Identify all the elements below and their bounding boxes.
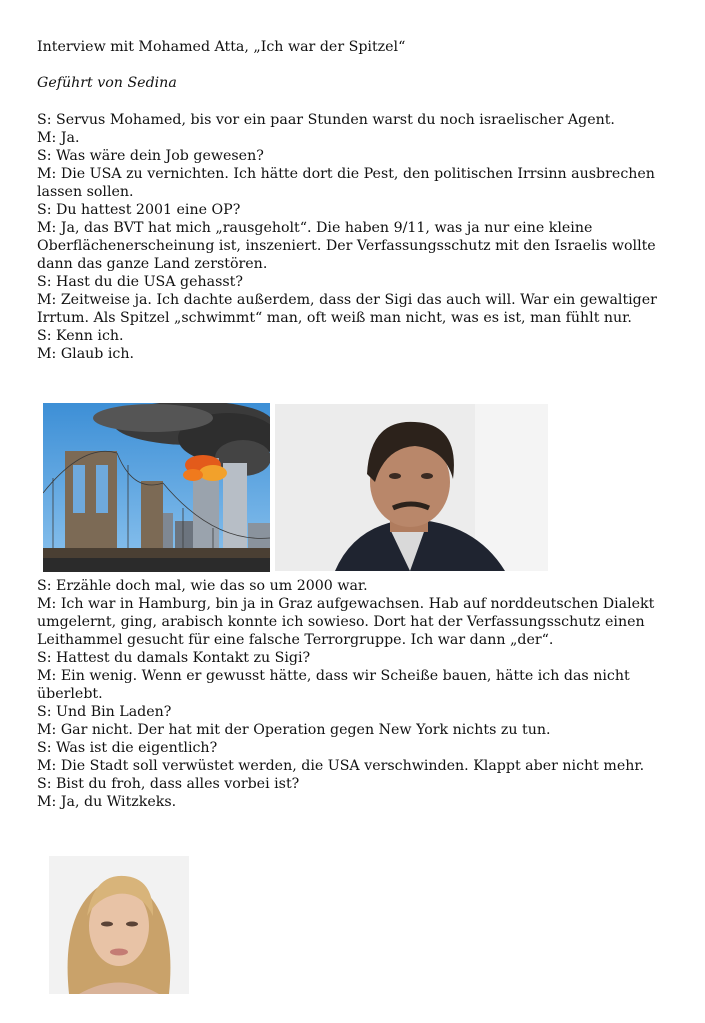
interview-line: M: Die USA zu vernichten. Ich hätte dort die Pest, den politischen Irrsinn ausbrechen lassen sollen. — [37, 166, 655, 200]
interview-line: S: Hast du die USA gehasst? — [37, 274, 243, 290]
interview-line: S: Servus Mohamed, bis vor ein paar Stunden warst du noch israelischer Agent. — [37, 112, 615, 128]
document-title: Interview mit Mohamed Atta, „Ich war der Spitzel“ — [37, 39, 406, 55]
photo-man-portrait — [275, 404, 548, 571]
interview-part-2 — [37, 577, 677, 811]
photo-towers-bridge — [43, 403, 270, 572]
interview-line: S: Du hattest 2001 eine OP? — [37, 202, 241, 218]
interview-line: M: Ja, das BVT hat mich „rausgeholt“. Die haben 9/11, was ja nur eine kleine Oberflächenerscheinung ist, inszeniert. Der Verfassungsschutz mit den Israelis wollte dann das ganze Land zerstören. — [37, 220, 656, 272]
document-byline: Geführt von Sedina — [37, 75, 177, 91]
interview-line: S: Hattest du damals Kontakt zu Sigi? — [37, 650, 311, 666]
interview-line: S: Bist du froh, dass alles vorbei ist? — [37, 776, 300, 792]
interview-line: M: Ich war in Hamburg, bin ja in Graz aufgewachsen. Hab auf norddeutschen Dialekt umgelernt, ging, arabisch konnte ich sowieso. Dort hat der Verfassungsschutz einen Leithammel gesucht für eine falsche Terrorgruppe. Ich war dann „der“. — [37, 596, 655, 648]
interview-line: M: Glaub ich. — [37, 346, 135, 362]
interview-line: S: Was ist die eigentlich? — [37, 740, 218, 756]
interview-line: M: Zeitweise ja. Ich dachte außerdem, dass der Sigi das auch will. War ein gewaltiger Irrtum. Als Spitzel „schwimmt“ man, oft weiß man nicht, was es ist, man fühlt nur. — [37, 292, 657, 326]
interview-line: M: Ja. — [37, 130, 80, 146]
interview-line: M: Die Stadt soll verwüstet werden, die USA verschwinden. Klappt aber nicht mehr. — [37, 758, 645, 774]
photo-woman-portrait — [49, 856, 189, 994]
interview-line: S: Und Bin Laden? — [37, 704, 172, 720]
interview-line: S: Was wäre dein Job gewesen? — [37, 148, 264, 164]
interview-line: S: Kenn ich. — [37, 328, 124, 344]
interview-line: M: Ja, du Witzkeks. — [37, 794, 177, 810]
interview-part-1 — [37, 111, 677, 363]
interview-line: M: Ein wenig. Wenn er gewusst hätte, dass wir Scheiße bauen, hätte ich das nicht überlebt. — [37, 668, 630, 702]
interview-line: M: Gar nicht. Der hat mit der Operation gegen New York nichts zu tun. — [37, 722, 551, 738]
interview-line: S: Erzähle doch mal, wie das so um 2000 war. — [37, 578, 368, 594]
